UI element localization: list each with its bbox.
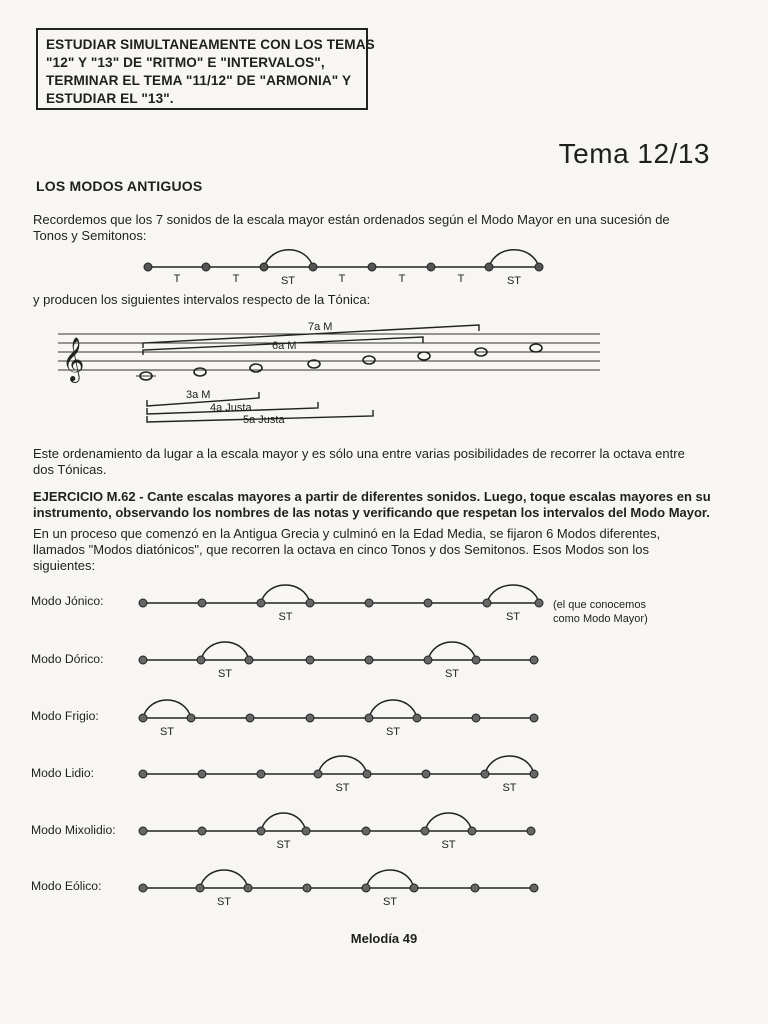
semitone-label: ST bbox=[444, 668, 460, 680]
mode-note bbox=[468, 827, 476, 835]
mode-note bbox=[365, 599, 373, 607]
ordering-line: Este ordenamiento da lugar a la escala mayor y es sólo una entre varias posibilidades de recorrer la octava entre bbox=[33, 446, 685, 461]
semitone-label: ST bbox=[276, 839, 291, 851]
scale-note bbox=[260, 263, 268, 271]
semitone-arc bbox=[489, 250, 539, 267]
semitone-label: ST bbox=[335, 782, 350, 794]
whole-note bbox=[194, 368, 206, 376]
mode-note bbox=[530, 884, 538, 892]
semitone-label: ST bbox=[216, 896, 232, 908]
semitone-arc bbox=[425, 813, 472, 831]
exercise-line: instrumento, observando los nombres de las notas y verificando que respetan los intervalos del Modo Mayor. bbox=[33, 505, 710, 520]
mode-note bbox=[483, 599, 491, 607]
mode-note bbox=[246, 714, 254, 722]
step-label: ST bbox=[506, 275, 522, 287]
mode-note bbox=[421, 827, 429, 835]
notice-line: ESTUDIAR EL "13". bbox=[46, 91, 174, 106]
mode-note bbox=[257, 827, 265, 835]
semitone-arc bbox=[201, 642, 249, 660]
mode-label-frigio: Modo Frigio: bbox=[31, 709, 99, 723]
mode-note bbox=[257, 770, 265, 778]
history-paragraph bbox=[33, 526, 717, 574]
intervals-intro: y producen los siguientes intervalos respecto de la Tónica: bbox=[33, 292, 371, 307]
mode-note bbox=[314, 770, 322, 778]
semitone-arc bbox=[200, 870, 248, 888]
mode-note bbox=[139, 770, 147, 778]
section-title: LOS MODOS ANTIGUOS bbox=[36, 178, 203, 194]
mode-note bbox=[139, 827, 147, 835]
interval-label-third: 3a M bbox=[186, 389, 211, 401]
semitone-arc bbox=[485, 756, 534, 774]
mode-note bbox=[306, 599, 314, 607]
mode-note bbox=[306, 714, 314, 722]
notice-line: "12" Y "13" DE "RITMO" E "INTERVALOS", bbox=[46, 55, 325, 70]
page-footer: Melodía 49 bbox=[350, 931, 418, 946]
history-line: siguientes: bbox=[33, 558, 96, 573]
modes-diagram bbox=[0, 570, 768, 910]
mode-note bbox=[196, 884, 204, 892]
mode-note bbox=[424, 599, 432, 607]
ordering-line: dos Tónicas. bbox=[33, 462, 107, 477]
mode-note bbox=[303, 884, 311, 892]
mode-label-eolico: Modo Eólico: bbox=[31, 879, 102, 893]
intro-line: Recordemos que los 7 sonidos de la escala mayor están ordenados según el Modo Mayor en una sucesión de bbox=[33, 212, 670, 227]
notice-line: TERMINAR EL TEMA "11/12" DE "ARMONIA" Y bbox=[46, 73, 352, 88]
step-label: ST bbox=[280, 275, 296, 287]
notice-line: ESTUDIAR SIMULTANEAMENTE CON LOS TEMAS bbox=[46, 37, 375, 52]
mode-note bbox=[197, 656, 205, 664]
semitone-arc bbox=[487, 585, 539, 603]
history-line: llamados "Modos diatónicos", que recorren la octava en cinco Tonos y dos Semitonos. Esos Modos son los bbox=[33, 542, 649, 557]
mode-note bbox=[198, 770, 206, 778]
semitone-label: ST bbox=[217, 668, 233, 680]
semitone-label: ST bbox=[382, 896, 398, 908]
mode-note bbox=[410, 884, 418, 892]
step-label: T bbox=[173, 273, 181, 285]
mode-note bbox=[472, 656, 480, 664]
major-scale-diagram bbox=[0, 240, 768, 292]
semitone-arc bbox=[261, 585, 310, 603]
mode-note bbox=[472, 714, 480, 722]
scale-note bbox=[309, 263, 317, 271]
mode-note bbox=[139, 599, 147, 607]
jonico-note-line: como Modo Mayor) bbox=[553, 613, 648, 625]
whole-note bbox=[250, 364, 262, 372]
semitone-label: ST bbox=[159, 726, 175, 738]
semitone-arc bbox=[428, 642, 476, 660]
intro-line: Tonos y Semitonos: bbox=[33, 228, 147, 243]
study-notice-box bbox=[36, 28, 375, 110]
mode-note bbox=[530, 656, 538, 664]
semitone-label: ST bbox=[441, 839, 456, 851]
mode-note bbox=[527, 827, 535, 835]
scale-note bbox=[144, 263, 152, 271]
interval-label-sixth: 6a M bbox=[272, 340, 297, 352]
mode-note bbox=[198, 827, 206, 835]
mode-label-dorico: Modo Dórico: bbox=[31, 652, 104, 666]
semitone-label: ST bbox=[278, 611, 293, 623]
semitone-label: ST bbox=[385, 726, 401, 738]
mode-note bbox=[257, 599, 265, 607]
semitone-arc bbox=[143, 700, 191, 718]
mode-note bbox=[530, 770, 538, 778]
history-line: En un proceso que comenzó en la Antigua Grecia y culminó en la Edad Media, se fijaron 6 Modos diferentes, bbox=[33, 526, 661, 541]
whole-note bbox=[418, 352, 430, 360]
exercise-line: EJERCICIO M.62 - Cante escalas mayores a partir de diferentes sonidos. Luego, toque escalas mayores en su bbox=[33, 489, 711, 504]
mode-note bbox=[363, 770, 371, 778]
scale-note bbox=[427, 263, 435, 271]
step-label: T bbox=[398, 273, 406, 285]
exercise-paragraph bbox=[33, 489, 717, 521]
mode-label-jonico: Modo Jónico: bbox=[31, 594, 104, 608]
semitone-arc bbox=[264, 250, 313, 267]
mode-note bbox=[245, 656, 253, 664]
semitone-arc bbox=[261, 813, 306, 831]
mode-note bbox=[302, 827, 310, 835]
step-label: T bbox=[232, 273, 240, 285]
step-label: T bbox=[457, 273, 465, 285]
mode-note bbox=[362, 884, 370, 892]
mode-label-mixolidio: Modo Mixolidio: bbox=[31, 823, 116, 837]
page-title: Tema 12/13 bbox=[558, 138, 710, 169]
mode-note bbox=[365, 714, 373, 722]
semitone-arc bbox=[318, 756, 367, 774]
mode-note bbox=[365, 656, 373, 664]
whole-note bbox=[363, 356, 375, 364]
staff-diagram bbox=[0, 312, 768, 432]
mode-note bbox=[139, 714, 147, 722]
interval-label-fifth: 5a Justa bbox=[243, 414, 285, 426]
whole-note bbox=[530, 344, 542, 352]
scale-note bbox=[202, 263, 210, 271]
step-label: T bbox=[338, 273, 346, 285]
mode-note bbox=[530, 714, 538, 722]
mode-note bbox=[471, 884, 479, 892]
interval-label-seventh: 7a M bbox=[308, 321, 333, 333]
mode-note bbox=[198, 599, 206, 607]
interval-label-fourth: 4a Justa bbox=[210, 402, 252, 414]
scale-note bbox=[535, 263, 543, 271]
ordering-paragraph bbox=[33, 446, 717, 478]
mode-note bbox=[535, 599, 543, 607]
mode-label-lidio: Modo Lidio: bbox=[31, 766, 95, 780]
mode-note bbox=[424, 656, 432, 664]
jonico-note-line: (el que conocemos bbox=[553, 599, 646, 611]
mode-note bbox=[306, 656, 314, 664]
mode-note bbox=[139, 656, 147, 664]
semitone-arc bbox=[366, 870, 414, 888]
semitone-label: ST bbox=[505, 611, 521, 623]
treble-clef-icon: 𝄞 bbox=[62, 339, 85, 381]
mode-note bbox=[413, 714, 421, 722]
semitone-label: ST bbox=[502, 782, 517, 794]
mode-note bbox=[422, 770, 430, 778]
mode-note bbox=[139, 884, 147, 892]
scale-note bbox=[368, 263, 376, 271]
mode-note bbox=[187, 714, 195, 722]
mode-note bbox=[362, 827, 370, 835]
mode-note bbox=[244, 884, 252, 892]
mode-note bbox=[481, 770, 489, 778]
semitone-arc bbox=[369, 700, 417, 718]
scale-note bbox=[485, 263, 493, 271]
